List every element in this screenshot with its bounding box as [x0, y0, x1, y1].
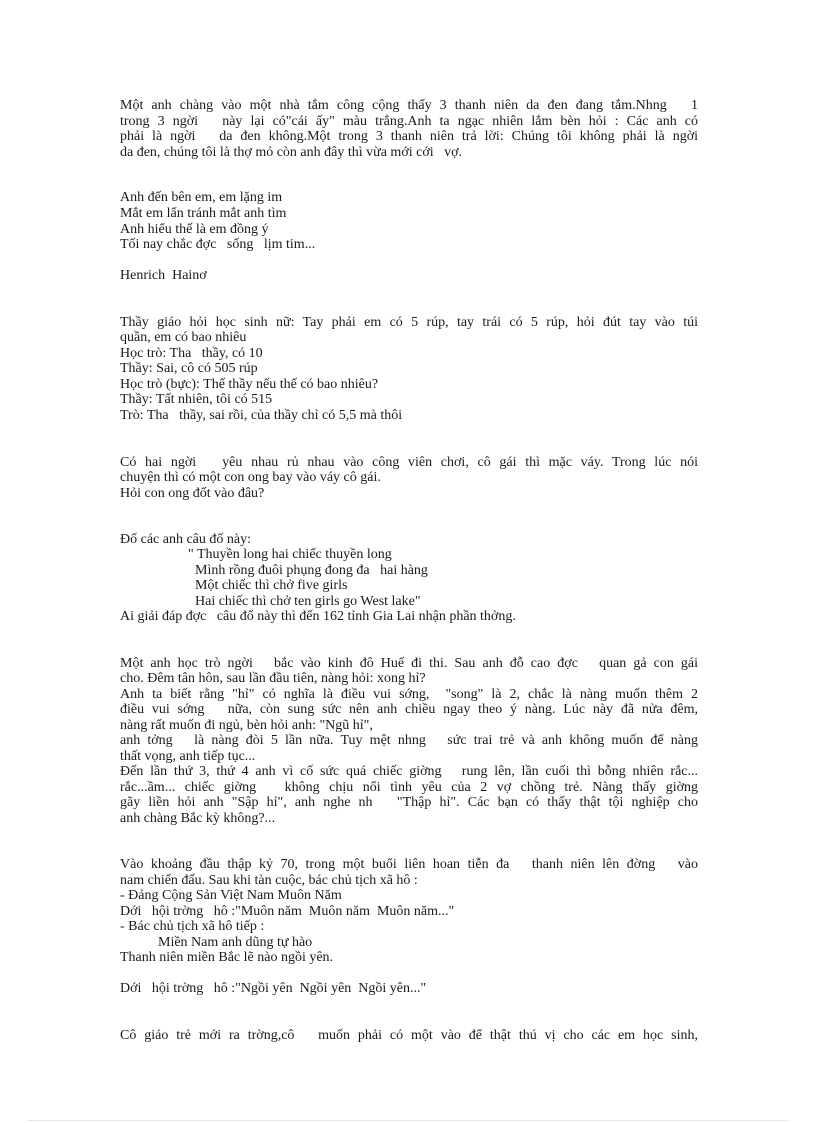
poem-line: Anh hiểu thế là em đồng ý [120, 222, 269, 237]
text-line: Anh ta biết rằng "hỉ" có nghĩa là điều vui sớng, "song" là 2, chắc là nàng muốn thêm 2 [120, 687, 698, 702]
text-line: Cô giáo trẻ mới ra trờng,cô muốn phải có một vào để thật thú vị cho các em học sinh, [120, 1028, 698, 1043]
text-line: gãy liền hỏi anh "Sập hỉ", anh nghe nh "Thập hỉ". Các bạn có thấy thật tội nghiệp cho [120, 795, 698, 810]
page-bottom-divider [28, 1120, 788, 1121]
text-line: trong 3 ngời này lại có"cái ấy" màu trắng.Anh ta ngạc nhiên lắm bèn hỏi : Các anh có [120, 114, 698, 129]
text-line: Hỏi con ong đốt vào đâu? [120, 486, 265, 501]
text-line: chuyện thì có một con ong bay vào váy cô gái. [120, 470, 381, 485]
text-line: - Bác chủ tịch xã hô tiếp : [120, 919, 265, 934]
text-line: Một anh chàng vào một nhà tắm công cộng thấy 3 thanh niên da đen đang tắm.Nhng 1 [120, 98, 698, 113]
text-line: da đen, chúng tôi là thợ mỏ còn anh đây thì vừa mới cới vợ. [120, 145, 463, 160]
text-line: Trò: Tha thầy, sai rồi, của thầy chỉ có 5,5 mà thôi [120, 408, 403, 423]
text-line: thất vọng, anh tiếp tục... [120, 749, 256, 764]
text-line: nàng rất muốn đi ngủ, bèn hỏi anh: "Ngũ hỉ", [120, 718, 373, 733]
riddle-line: Hai chiếc thì chở ten girls go West lake" [195, 594, 421, 609]
text-line: điều vui sớng nữa, còn sung sức nên anh chiều ngay theo ý nàng. Lúc này đã nửa đêm, [120, 702, 698, 717]
text-line: anh chàng Bắc kỳ không?... [120, 811, 276, 826]
text-line: anh tởng là nàng đòi 5 lần nữa. Tuy mệt nhng sức trai trẻ và anh không muốn để nàng [120, 733, 698, 748]
text-line: Có hai ngời yêu nhau rủ nhau vào công viên chơi, cô gái thì mặc váy. Trong lúc nói [120, 455, 698, 470]
text-line: Một anh học trò ngời bắc vào kinh đô Huế đi thi. Sau anh đỗ cao đợc quan gả con gái [120, 656, 698, 671]
text-line: Thầy: Tất nhiên, tôi có 515 [120, 392, 273, 407]
poem-line: Tối nay chắc đợc sống lịm tim... [120, 237, 316, 252]
text-line: nam chiến đấu. Sau khi tàn cuộc, bác chủ tịch xã hô : [120, 873, 418, 888]
poem-line: Anh đến bên em, em lặng im [120, 190, 283, 205]
riddle-line: Một chiếc thì chở five girls [195, 578, 348, 593]
text-line: Thanh niên miền Bắc lẽ nào ngồi yên. [120, 950, 334, 965]
text-line: Miền Nam anh dũng tự hào [158, 935, 313, 950]
text-line: Học trò (bực): Thế thầy nếu thế có bao nhiêu? [120, 377, 379, 392]
text-line: Dới hội trờng hô :"Ngồi yên Ngồi yên Ngồi yên..." [120, 981, 427, 996]
riddle-line: " Thuyền long hai chiếc thuyền long [188, 547, 392, 562]
text-line: quần, em có bao nhiêu [120, 330, 247, 345]
text-line: Thầy: Sai, cô có 505 rúp [120, 361, 258, 376]
text-line: Ai giải đáp đợc câu đố này thì đến 162 tỉnh Gia Lai nhận phần thởng. [120, 609, 516, 624]
poem-line: Mắt em lẩn tránh mắt anh tìm [120, 206, 287, 221]
poem-author: Henrich Hainơ [120, 268, 207, 283]
text-line: cho. Đêm tân hôn, sau lần đầu tiên, nàng hỏi: xong hỉ? [120, 671, 426, 686]
text-line: Thầy giáo hỏi học sinh nữ: Tay phải em có 5 rúp, tay trái có 5 rúp, hỏi đút tay vào túi [120, 315, 698, 330]
text-line: phải là ngời da đen không.Một trong 3 thanh niên trả lời: Chúng tôi không phải là ngời [120, 129, 698, 144]
text-line: Dới hội trờng hô :"Muôn năm Muôn năm Muôn năm..." [120, 904, 455, 919]
text-line: Đố các anh câu đố này: [120, 532, 251, 547]
text-line: Đến lần thứ 3, thứ 4 anh vì cố sức quá chiếc giờng rung lên, lần cuối thì bỗng nhiên rắc... [120, 764, 698, 779]
riddle-line: Mình rồng đuôi phụng đong đa hai hàng [195, 563, 428, 578]
text-line: Học trò: Tha thầy, có 10 [120, 346, 263, 361]
text-line: rắc...ầm... chiếc giờng không chịu nổi tình yêu của 2 vợ chồng trẻ. Nàng thấy giờng [120, 780, 698, 795]
text-line: Vào khoảng đầu thập kỷ 70, trong một buổi liên hoan tiễn đa thanh niên lên đờng vào [120, 857, 698, 872]
text-line: - Đảng Cộng Sản Việt Nam Muôn Năm [120, 888, 342, 903]
